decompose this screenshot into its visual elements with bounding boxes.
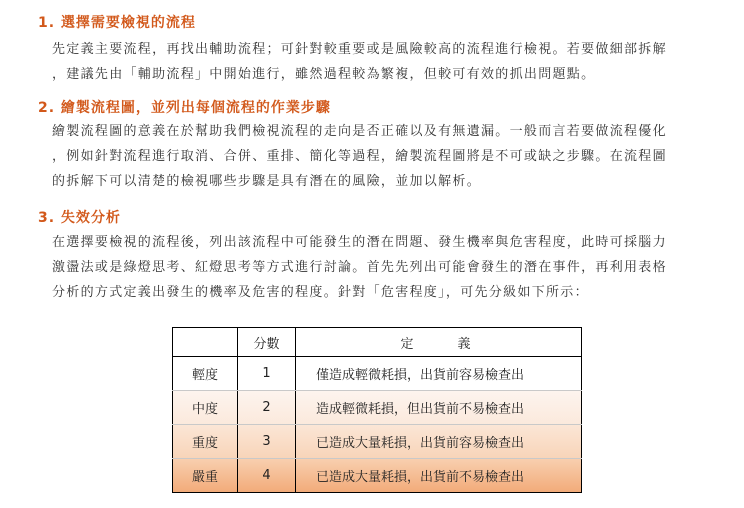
row-score: 1 — [238, 357, 296, 391]
row-score: 2 — [238, 391, 296, 425]
section-1-line-1: 先定義主要流程，再找出輔助流程；可針對較重要或是風險較高的流程進行檢視。若要做細部拆解 — [52, 42, 667, 57]
row-definition: 已造成大量耗損，出貨前容易檢查出 — [296, 425, 582, 459]
table-row — [173, 391, 582, 425]
table-row — [173, 459, 582, 493]
section-3-heading: 3. 失效分析 — [38, 210, 121, 226]
section-3-line-2: 激盪法或是綠燈思考、紅燈思考等方式進行討論。首先先列出可能會發生的潛在事件，再利用表格 — [52, 260, 667, 275]
section-1-body — [52, 37, 742, 87]
row-level: 重度 — [173, 425, 238, 459]
table-row — [173, 425, 582, 459]
row-score: 3 — [238, 425, 296, 459]
section-2-heading: 2. 繪製流程圖，並列出每個流程的作業步驟 — [38, 100, 331, 116]
row-definition: 僅造成輕微耗損，出貨前容易檢查出 — [296, 357, 582, 391]
section-2-line-1: 繪製流程圖的意義在於幫助我們檢視流程的走向是否正確以及有無遺漏。一般而言若要做流程優化 — [52, 124, 667, 139]
row-level: 輕度 — [173, 357, 238, 391]
section-2-body — [52, 119, 742, 194]
row-definition: 已造成大量耗損，出貨前不易檢查出 — [316, 470, 525, 485]
section-3-body — [52, 230, 742, 305]
section-3-line-1: 在選擇要檢視的流程後，列出該流程中可能發生的潛在問題、發生機率與危害程度，此時可採腦力 — [52, 235, 667, 250]
section-3-line-3: 分析的方式定義出發生的機率及危害的程度。針對「危害程度」，可先分級如下所示： — [52, 285, 589, 300]
row-definition: 造成輕微耗損，但出貨前不易檢查出 — [296, 391, 582, 425]
section-1-line-2: ，建議先由「輔助流程」中開始進行，雖然過程較為繁複，但較可有效的抓出問題點。 — [52, 67, 596, 82]
section-1-heading: 1. 選擇需要檢視的流程 — [38, 15, 196, 31]
section-2-line-3: 的拆解下可以清楚的檢視哪些步驟是具有潛在的風險，並加以解析。 — [52, 174, 482, 189]
severity-table — [172, 327, 582, 493]
table-header-row — [173, 328, 582, 357]
header-level — [173, 328, 238, 357]
row-level: 中度 — [173, 391, 238, 425]
row-level: 嚴重 — [173, 459, 238, 493]
header-definition: 定 義 — [296, 328, 582, 357]
row-score: 4 — [238, 459, 296, 493]
section-2-line-2: ，例如針對流程進行取消、合併、重排、簡化等過程，繪製流程圖將是不可或缺之步驟。在流程圖 — [52, 149, 667, 164]
table-row — [173, 357, 582, 391]
header-score: 分數 — [238, 328, 296, 357]
